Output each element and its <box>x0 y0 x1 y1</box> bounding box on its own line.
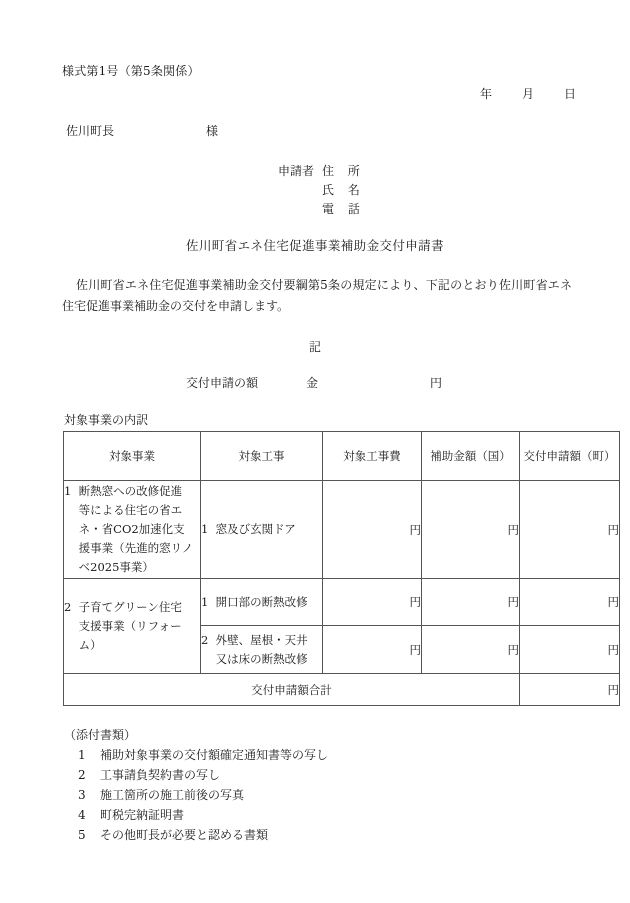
applicant-label: 申請者 <box>278 164 315 178</box>
addressee-honorific: 様 <box>206 124 219 138</box>
addressee <box>66 122 218 139</box>
list-item <box>64 765 328 785</box>
requested-amount-line <box>186 374 442 391</box>
project-text-line <box>64 617 200 636</box>
attachment-number: 2 <box>78 768 86 782</box>
project-text: ネ・省CO2加速化支 <box>78 522 185 536</box>
applicant-name-label: 氏 名 <box>322 183 365 197</box>
table-total-row <box>64 674 620 706</box>
table-row <box>64 481 620 579</box>
total-amount-cell[interactable]: 円 <box>520 674 620 706</box>
date-line <box>480 85 576 102</box>
work-line <box>201 631 322 650</box>
town-application-cell[interactable]: 円 <box>520 481 620 579</box>
work-cell <box>201 579 323 626</box>
work-number: 1 <box>201 522 209 536</box>
attachment-text: 工事請負契約書の写し <box>100 768 221 782</box>
applicant-name-row <box>278 181 365 200</box>
date-day-label: 日 <box>564 87 577 101</box>
list-item <box>64 805 328 825</box>
list-item <box>64 745 328 765</box>
town-application-cell[interactable]: 円 <box>520 626 620 674</box>
attachment-number: 1 <box>78 748 86 762</box>
work-text: 開口部の断熱改修 <box>215 594 308 609</box>
project-text-line <box>64 636 200 655</box>
town-application-cell[interactable]: 円 <box>520 579 620 626</box>
work-number: 2 <box>201 632 209 647</box>
work-line <box>201 520 322 539</box>
header-town-application: 交付申請額（町） <box>520 432 620 481</box>
national-subsidy-cell[interactable]: 円 <box>422 579 520 626</box>
work-cost-cell[interactable]: 円 <box>323 626 422 674</box>
project-text-line <box>64 520 200 539</box>
project-text-line <box>64 539 200 558</box>
project-text: ベ2025事業） <box>78 560 154 574</box>
attachment-text: 施工箇所の施工前後の写真 <box>100 788 245 802</box>
work-number: 1 <box>201 594 209 609</box>
project-number: 2 <box>64 599 72 614</box>
project-text-line: 断熱窓への改修促進 <box>78 484 183 498</box>
currency-unit: 円 <box>430 376 443 390</box>
applicant-address-label: 住 所 <box>322 164 365 178</box>
attachments-title: （添付書類） <box>64 728 137 742</box>
header-work-cost: 対象工事費 <box>323 432 422 481</box>
date-year-label: 年 <box>480 87 493 101</box>
attachment-number: 5 <box>78 828 86 842</box>
page-title: 佐川町省エネ住宅促進事業補助金交付申請書 <box>185 238 444 253</box>
work-cell <box>201 626 323 674</box>
attachment-text: 補助対象事業の交付額確定通知書等の写し <box>100 748 329 762</box>
table-header-row <box>64 432 620 481</box>
table-caption: 対象事業の内訳 <box>64 413 149 427</box>
attachment-text: その他町長が必要と認める書類 <box>100 828 269 842</box>
project-cell-2 <box>64 579 201 674</box>
project-number: 1 <box>64 484 72 498</box>
currency-prefix: 金 <box>306 376 319 390</box>
attachments-section <box>64 726 328 845</box>
date-month-label: 月 <box>522 87 535 101</box>
national-subsidy-cell[interactable]: 円 <box>422 626 520 674</box>
addressee-name: 佐川町長 <box>66 124 115 138</box>
form-number: 様式第1号（第5条関係） <box>62 64 200 78</box>
work-text: 窓及び玄関ドア <box>215 522 296 536</box>
attachment-text: 町税完納証明書 <box>100 808 185 822</box>
project-text: 等による住宅の省エ <box>78 503 183 517</box>
header-national-subsidy: 補助金額（国） <box>422 432 520 481</box>
project-text: 子育てグリーン住宅 <box>78 599 182 614</box>
header-target-project: 対象事業 <box>64 432 201 481</box>
project-line <box>64 482 200 501</box>
work-text: 又は床の断熱改修 <box>215 651 308 666</box>
project-cell-1 <box>64 481 201 579</box>
total-label: 交付申請額合計 <box>64 674 520 706</box>
national-subsidy-cell[interactable]: 円 <box>422 481 520 579</box>
table-row <box>64 579 620 626</box>
list-item <box>64 825 328 845</box>
list-item <box>64 785 328 805</box>
project-text: 支援事業（リフォー <box>78 618 182 633</box>
work-cell <box>201 481 323 579</box>
ki-mark: 記 <box>308 340 321 354</box>
project-line <box>64 598 200 617</box>
attachments-list <box>64 745 328 845</box>
requested-amount-label: 交付申請の額 <box>186 376 259 390</box>
work-text: 外壁、屋根・天井 <box>215 632 308 647</box>
attachment-number: 4 <box>78 808 86 822</box>
applicant-phone-row <box>278 200 365 219</box>
project-text: 援事業（先進的窓リノ <box>78 541 194 555</box>
work-cost-cell[interactable]: 円 <box>323 481 422 579</box>
work-cost-cell[interactable]: 円 <box>323 579 422 626</box>
applicant-phone-label: 電 話 <box>322 202 365 216</box>
work-text-line <box>201 650 322 669</box>
body-paragraph: 佐川町省エネ住宅促進事業補助金交付要綱第5条の規定により、下記のとおり佐川町省エネ住宅促進事業補助金の交付を申請します。 <box>62 278 572 313</box>
project-text-line <box>64 558 200 577</box>
project-text: ム） <box>78 637 102 652</box>
header-target-work: 対象工事 <box>201 432 323 481</box>
work-line <box>201 593 322 612</box>
breakdown-table <box>63 431 620 706</box>
applicant-address-row <box>278 162 365 181</box>
attachment-number: 3 <box>78 788 86 802</box>
applicant-block <box>278 162 365 219</box>
project-text-line <box>64 501 200 520</box>
